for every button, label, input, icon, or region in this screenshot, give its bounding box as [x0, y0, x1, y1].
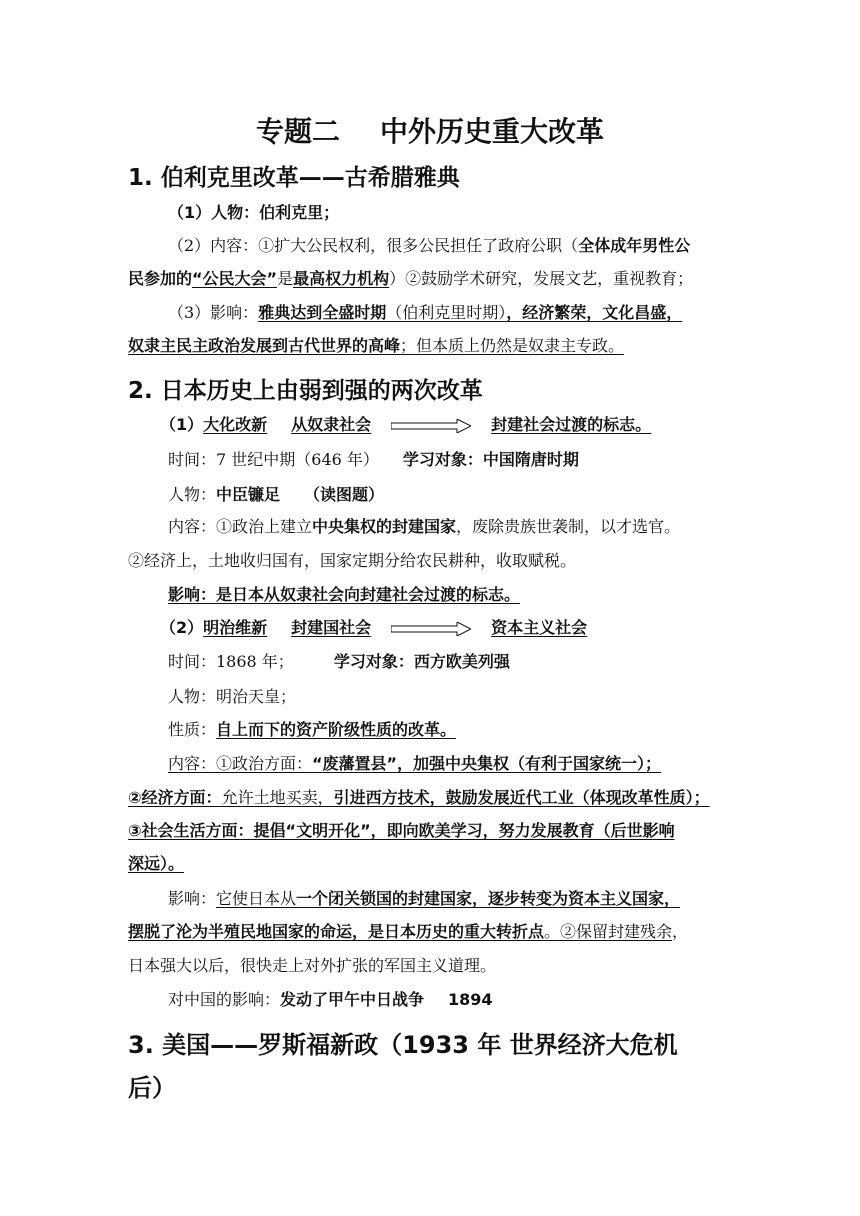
s2-meiji-content-2c: 引进西方技术，鼓励发展近代工业（体现改革性质）；	[333, 788, 710, 807]
s1-highest-power: 最高权力机构	[293, 269, 390, 288]
section-3-heading-line1: 3. 美国——罗斯福新政（1933 年 世界经济大危机	[128, 1031, 678, 1059]
s2-taika-label: （1）	[160, 415, 204, 434]
s2-meiji-content-1a: 内容：①政治方面：	[168, 754, 313, 773]
s1-impact-underlined	[258, 303, 682, 322]
s2-meiji-time: 时间：1868 年；	[168, 652, 294, 671]
s2-taika-to: 封建社会过渡的标志。	[491, 415, 652, 434]
s2-meiji-china-year: 1894	[448, 990, 493, 1009]
s2-meiji-impact-line1	[168, 888, 680, 910]
s2-taika-person: 中臣镰足	[216, 485, 281, 504]
s2-meiji-china-line	[168, 989, 493, 1011]
s2-meiji-transition	[203, 618, 587, 637]
s1-content-line1	[168, 235, 690, 257]
section-2-heading: 2. 日本历史上由弱到强的两次改革	[128, 378, 483, 404]
s2-meiji-impact-2a: 摆脱了沦为半殖民地国家的命运，是日本历史的重大转折点	[128, 922, 545, 941]
s2-meiji-impact-line2	[128, 921, 688, 943]
s2-meiji-impact-2c: 保留封建残余	[576, 922, 673, 941]
s2-meiji-to: 资本主义社会	[491, 618, 588, 637]
s2-taika-from: 从奴隶社会	[291, 415, 372, 434]
s1-impact-essence: ；但本质上仍然是奴隶主专政。	[400, 336, 625, 355]
s1-person	[168, 202, 339, 224]
s1-public-assembly: “公民大会”	[192, 269, 278, 288]
s1-content-prefix: （2）内容：①扩大公民权利，很多公民担任了政府公职（	[168, 236, 579, 255]
section-1-heading: 1. 伯利克里改革——古希腊雅典	[128, 165, 460, 191]
s2-meiji-content-line4: 深远）。	[128, 854, 185, 873]
s2-meiji-content-1b: “废藩置县”，加强中央集权（有利于国家统一）；	[312, 754, 662, 773]
s2-meiji-label: （2）	[160, 618, 204, 637]
s2-taika-impact: 影响：是日本从奴隶社会向封建社会过渡的标志。	[168, 585, 521, 604]
s2-taika-content-1c: ，废除贵族世袭制，以才选官。	[456, 517, 681, 536]
s2-meiji-content-line1	[128, 753, 734, 775]
s2-taika-learn: 学习对象：中国隋唐时期	[402, 450, 579, 469]
s2-meiji-title	[160, 617, 587, 639]
page-title	[0, 110, 860, 150]
s1-content-bold2: 民参加的	[128, 269, 193, 288]
s2-taika-content-1: 内容：①政治上建立	[168, 517, 313, 536]
s1-impact-period: （伯利克里时期）	[386, 303, 507, 322]
s2-meiji-nature-label: 性质：	[168, 720, 217, 739]
s2-meiji-china-war: 发动了甲午中日战争	[280, 990, 425, 1009]
s2-meiji-time-line	[168, 651, 510, 673]
s2-meiji-content-line2	[128, 787, 710, 809]
s2-meiji-impact-2b: 。②	[544, 922, 577, 941]
s2-meiji-content-2b: 允许土地买卖，	[221, 788, 334, 807]
s2-meiji-person: 人物：明治天皇；	[168, 687, 297, 706]
s2-meiji-nature-line	[168, 719, 456, 741]
s2-meiji-impact-1b: 它使日本从	[216, 889, 297, 908]
arrow-right-icon	[391, 622, 471, 636]
s1-impact-prefix: （3）影响：	[168, 303, 259, 322]
s2-taika-time-line	[168, 449, 579, 471]
title-subject: 中外历史重大改革	[380, 115, 605, 148]
s2-meiji-impact-2d: ，	[672, 922, 689, 941]
s2-meiji-impact-line3: 日本强大以后，很快走上对外扩张的军国主义道理。	[128, 956, 497, 975]
s2-meiji-learn: 学习对象：西方欧美列强	[333, 652, 510, 671]
s2-taika-person-line	[168, 484, 384, 506]
s2-taika-person-label: 人物：	[168, 485, 217, 504]
title-topic: 专题二	[255, 115, 340, 148]
s1-impact-prosperity: ，经济繁荣，文化昌盛，	[506, 303, 683, 322]
s2-taika-content-line2: ②经济上，土地收归国有，国家定期分给农民耕种，收取赋税。	[128, 551, 577, 570]
s1-impact-line1	[168, 302, 682, 324]
s1-content-rest: ）②鼓励学术研究，发展文艺，重视教育；	[389, 269, 694, 288]
s2-meiji-china-label: 对中国的影响：	[168, 990, 281, 1009]
s2-meiji-nature: 自上而下的资产阶级性质的改革。	[216, 720, 457, 739]
s1-impact-peak: 雅典达到全盛时期	[258, 303, 387, 322]
s2-taika-transition	[203, 415, 651, 434]
s2-taika-name: 大化改新	[203, 415, 268, 434]
s2-meiji-content-line3: ③社会生活方面：提倡“文明开化”，即向欧美学习，努力发展教育（后世影响	[128, 821, 675, 840]
s1-content-is: 是	[277, 269, 294, 288]
s1-person-value: 伯利克里；	[259, 203, 340, 222]
s2-meiji-from: 封建国社会	[291, 618, 372, 637]
s2-taika-person-note: （读图题）	[304, 485, 385, 504]
s2-meiji-content-2a: ②经济方面：	[128, 788, 222, 807]
s1-impact-democracy: 奴隶主民主政治发展到古代世界的高峰	[128, 336, 401, 355]
s2-taika-content-line1	[168, 516, 680, 538]
s1-content-line2	[128, 268, 693, 290]
s2-taika-content-centralized: 中央集权的封建国家	[312, 517, 457, 536]
s2-meiji-impact-1a: 影响：	[168, 889, 217, 908]
section-3-heading-line2: 后）	[128, 1074, 176, 1102]
s2-taika-title	[160, 414, 651, 436]
s2-meiji-impact-1c: 一个闭关锁国的封建国家，逐步转变为资本主义国家，	[296, 889, 681, 908]
s1-content-bold1: 全体成年男性公	[578, 236, 691, 255]
arrow-right-icon	[391, 419, 471, 433]
s1-person-label: （1）人物：	[168, 203, 260, 222]
s2-taika-time: 时间：7 世纪中期（646 年）	[168, 450, 379, 469]
s1-impact-line2	[128, 335, 624, 357]
s2-meiji-name: 明治维新	[203, 618, 268, 637]
